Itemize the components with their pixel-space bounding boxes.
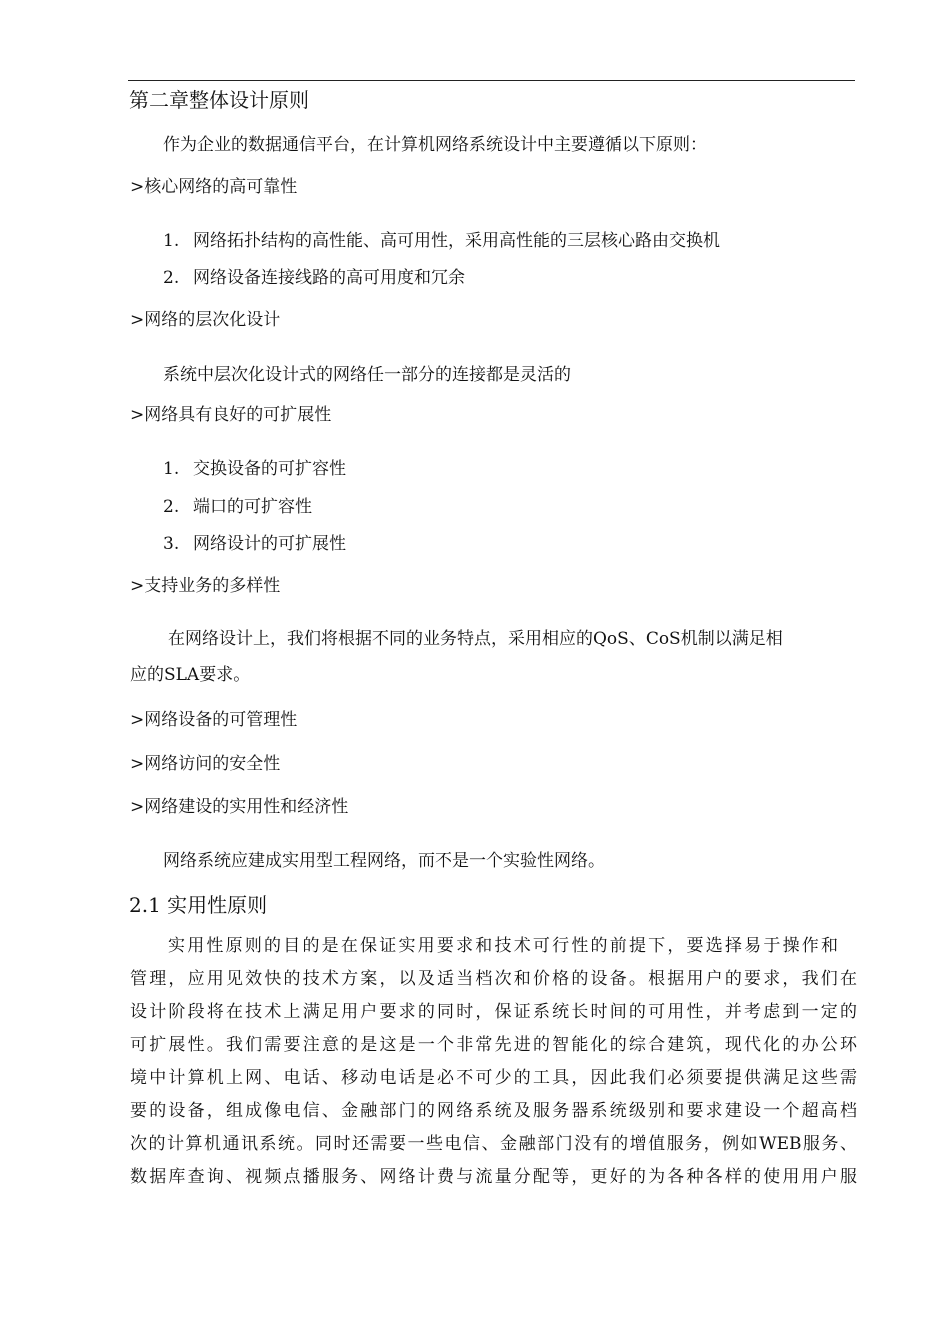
bullet-marker: > <box>130 405 145 425</box>
heading-services: >支持业务的多样性 <box>130 576 281 596</box>
services-body-line: 应的SLA要求。 <box>130 665 251 685</box>
practicality-body: 网络系统应建成实用型工程网络，而不是一个实验性网络。 <box>163 851 605 871</box>
heading-security: >网络访问的安全性 <box>130 754 281 774</box>
paragraph-line: 要的设备，组成像电信、金融部门的网络系统及服务器系统级别和要求建设一个超高档 <box>130 1101 857 1121</box>
heading-layered-design: >网络的层次化设计 <box>130 310 281 330</box>
heading-manageability: >网络设备的可管理性 <box>130 710 298 730</box>
heading-practicality: >网络建设的实用性和经济性 <box>130 797 349 817</box>
bullet-marker: > <box>130 710 145 730</box>
paragraph-line: 数据库查询、视频点播服务、网络计费与流量分配等，更好的为各种各样的使用用户服 <box>130 1167 857 1187</box>
paragraph-line: 境中计算机上网、电话、移动电话是必不可少的工具，因此我们必须要提供满足这些需 <box>130 1068 857 1088</box>
bullet-marker: > <box>130 797 145 817</box>
list-item: 2. 端口的可扩容性 <box>163 497 312 517</box>
layered-design-body: 系统中层次化设计式的网络任一部分的连接都是灵活的 <box>163 365 571 385</box>
bullet-marker: > <box>130 177 145 197</box>
services-body-line: 在网络设计上，我们将根据不同的业务特点，采用相应的QoS、CoS机制以满足相 <box>168 629 783 649</box>
heading-core-network: >核心网络的高可靠性 <box>130 177 298 197</box>
list-item: 3. 网络设计的可扩展性 <box>163 534 346 554</box>
chapter-title: 第二章整体设计原则 <box>129 88 309 112</box>
bullet-marker: > <box>130 310 145 330</box>
header-rule <box>128 80 855 81</box>
paragraph-line: 可扩展性。我们需要注意的是这是一个非常先进的智能化的综合建筑，现代化的办公环 <box>130 1035 857 1055</box>
paragraph-line: 设计阶段将在技术上满足用户要求的同时，保证系统长时间的可用性，并考虑到一定的 <box>130 1002 857 1022</box>
paragraph-line: 次的计算机通讯系统。同时还需要一些电信、金融部门没有的增值服务，例如WEB服务、 <box>130 1134 857 1154</box>
bullet-marker: > <box>130 576 145 596</box>
list-item: 1. 网络拓扑结构的高性能、高可用性，采用高性能的三层核心路由交换机 <box>163 231 720 251</box>
subsection-title: 2.1 实用性原则 <box>129 893 268 917</box>
list-item: 2. 网络设备连接线路的高可用度和冗余 <box>163 268 465 288</box>
paragraph-line: 实用性原则的目的是在保证实用要求和技术可行性的前提下，要选择易于操作和 <box>168 936 838 956</box>
bullet-marker: > <box>130 754 145 774</box>
subsection-paragraph <box>130 930 857 1194</box>
heading-scalability: >网络具有良好的可扩展性 <box>130 405 332 425</box>
list-item: 1. 交换设备的可扩容性 <box>163 459 346 479</box>
intro-paragraph: 作为企业的数据通信平台，在计算机网络系统设计中主要遵循以下原则： <box>163 135 707 155</box>
paragraph-line: 管理，应用见效快的技术方案，以及适当档次和价格的设备。根据用户的要求，我们在 <box>130 969 857 989</box>
